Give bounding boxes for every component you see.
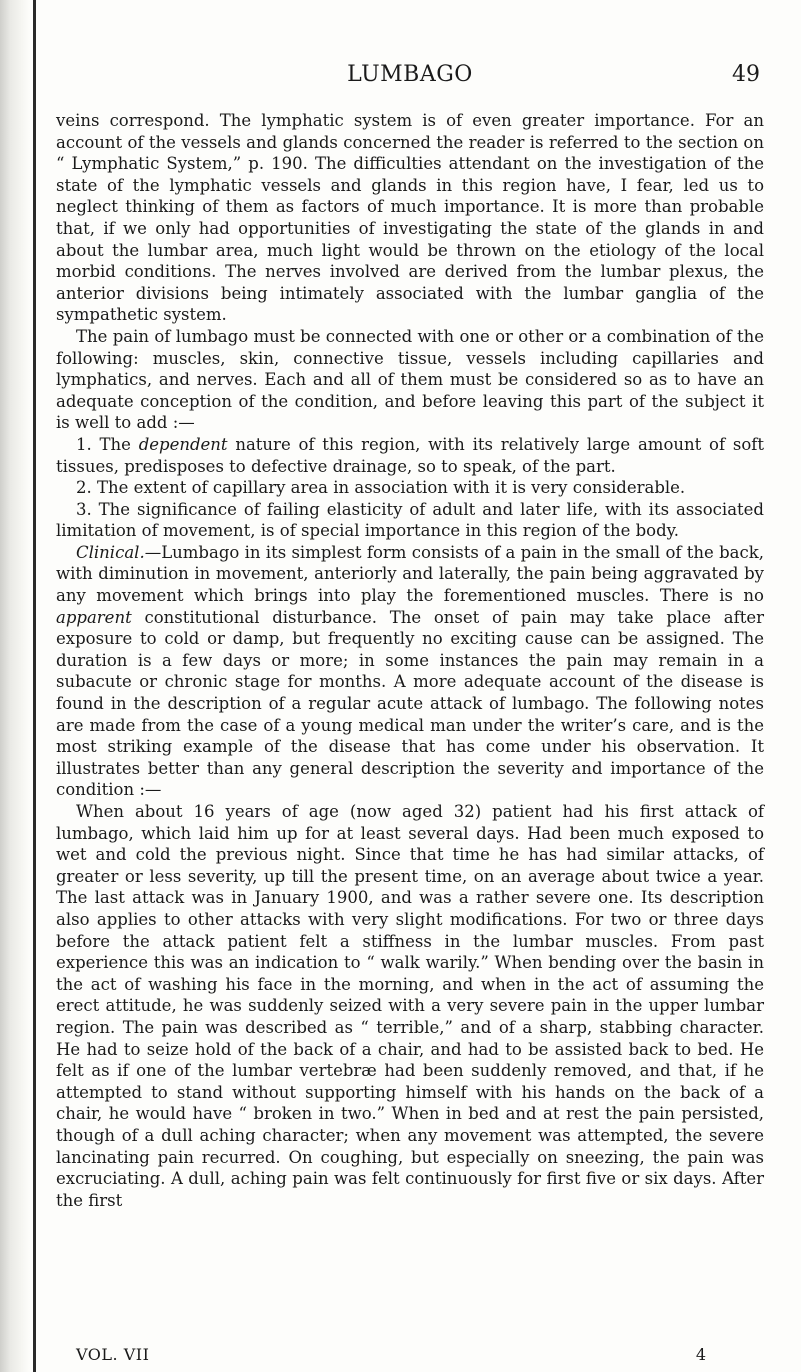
volume-label: VOL. VII: [76, 1345, 150, 1364]
list-item-1: 1. The dependent nature of this region, with its relatively large amount of soft tissues, predisposes to defective drainage, so to speak, of the part.: [56, 434, 764, 476]
binding-edge: [0, 0, 30, 1372]
body-text: [56, 110, 764, 1211]
paragraph-lymphatic: veins correspond. The lymphatic system is of even greater importance. For an account of the vessels and glands concerned the reader is referred to the section on “ Lymphatic System,” p. 190. The difficulties attendant on the investigation of the state of the lymphatic vessels and glands in this region have, I fear, led us to neglect thinking of them as factors of much importance. It is more than probable that, if we only had opportunities of investigating the state of the glands in and about the lumbar area, much light would be thrown on the etiology of the local morbid conditions. The nerves involved are derived from the lumbar plexus, the anterior divisions being intimately associated with the lumbar ganglia of the sympathetic system.: [56, 111, 764, 325]
page-number: 49: [732, 62, 760, 87]
signature-mark: 4: [695, 1345, 706, 1364]
running-title: LUMBAGO: [347, 62, 473, 87]
list-item-2: 2. The extent of capillary area in association with it is very considerable.: [76, 478, 686, 498]
paragraph-pain-of-lumbago: The pain of lumbago must be connected with one or other or a combination of the following: muscles, skin, connective tissue, vessels including capillaries and lymphatics, and nerves. Each and all of them must be considered so as to have an adequate conception of the condition, and before leaving this part of the subject it is well to add :—: [56, 326, 764, 433]
emphasis-dependent: dependent: [138, 434, 228, 454]
list-item-3: 3. The significance of failing elasticity of adult and later life, with its associated limitation of movement, is of special importance in this region of the body.: [56, 499, 764, 541]
section-heading-clinical: Clinical.: [76, 542, 145, 562]
paragraph-clinical: Clinical.—Lumbago in its simplest form consists of a pain in the small of the back, with diminution in movement, anteriorly and laterally, the pain being aggravated by any movement which brings into play the forementioned muscles. There is no apparent constitutional disturbance. The onset of pain may take place after exposure to cold or damp, but frequently no exciting cause can be assigned. The duration is a few days or more; in some instances the pain may remain in a subacute or chronic stage for months. A more adequate account of the disease is found in the description of a regular acute attack of lumbago. The following notes are made from the case of a young medical man under the writer’s care, and is the most striking example of the disease that has come under his observation. It illustrates better than any general description the severity and importance of the condition :—: [56, 542, 764, 800]
page-footer: [76, 1345, 736, 1367]
emphasis-apparent: apparent: [56, 607, 132, 627]
paragraph-case-notes: When about 16 years of age (now aged 32) patient had his first attack of lumbago, which laid him up for at least several days. Had been much exposed to wet and cold the previous night. Since that time he has had similar attacks, of greater or less severity, up till the present time, on an average about twice a year. The last attack was in January 1900, and was a rather severe one. Its description also applies to other attacks with very slight modifications. For two or three days before the attack patient felt a stiffness in the lumbar muscles. From past experience this was an indication to “ walk warily.” When bending over the basin in the act of washing his face in the morning, and when in the act of assuming the erect attitude, he was suddenly seized with a very severe pain in the upper lumbar region. The pain was described as “ terrible,” and of a sharp, stabbing character. He had to seize hold of the back of a chair, and had to be assisted back to bed. He felt as if one of the lumbar vertebræ had been suddenly removed, and that, if he attempted to stand without supporting himself with his hands on the back of a chair, he would have “ broken in two.” When in bed and at rest the pain persisted, though of a dull aching character; when any movement was attempted, the severe lancinating pain recurred. On coughing, but especially on sneezing, the pain was excruciating. A dull, aching pain was felt continuously for first five or six days. After the first: [56, 802, 764, 1210]
binding-line: [33, 0, 36, 1372]
page-header: [60, 62, 760, 92]
